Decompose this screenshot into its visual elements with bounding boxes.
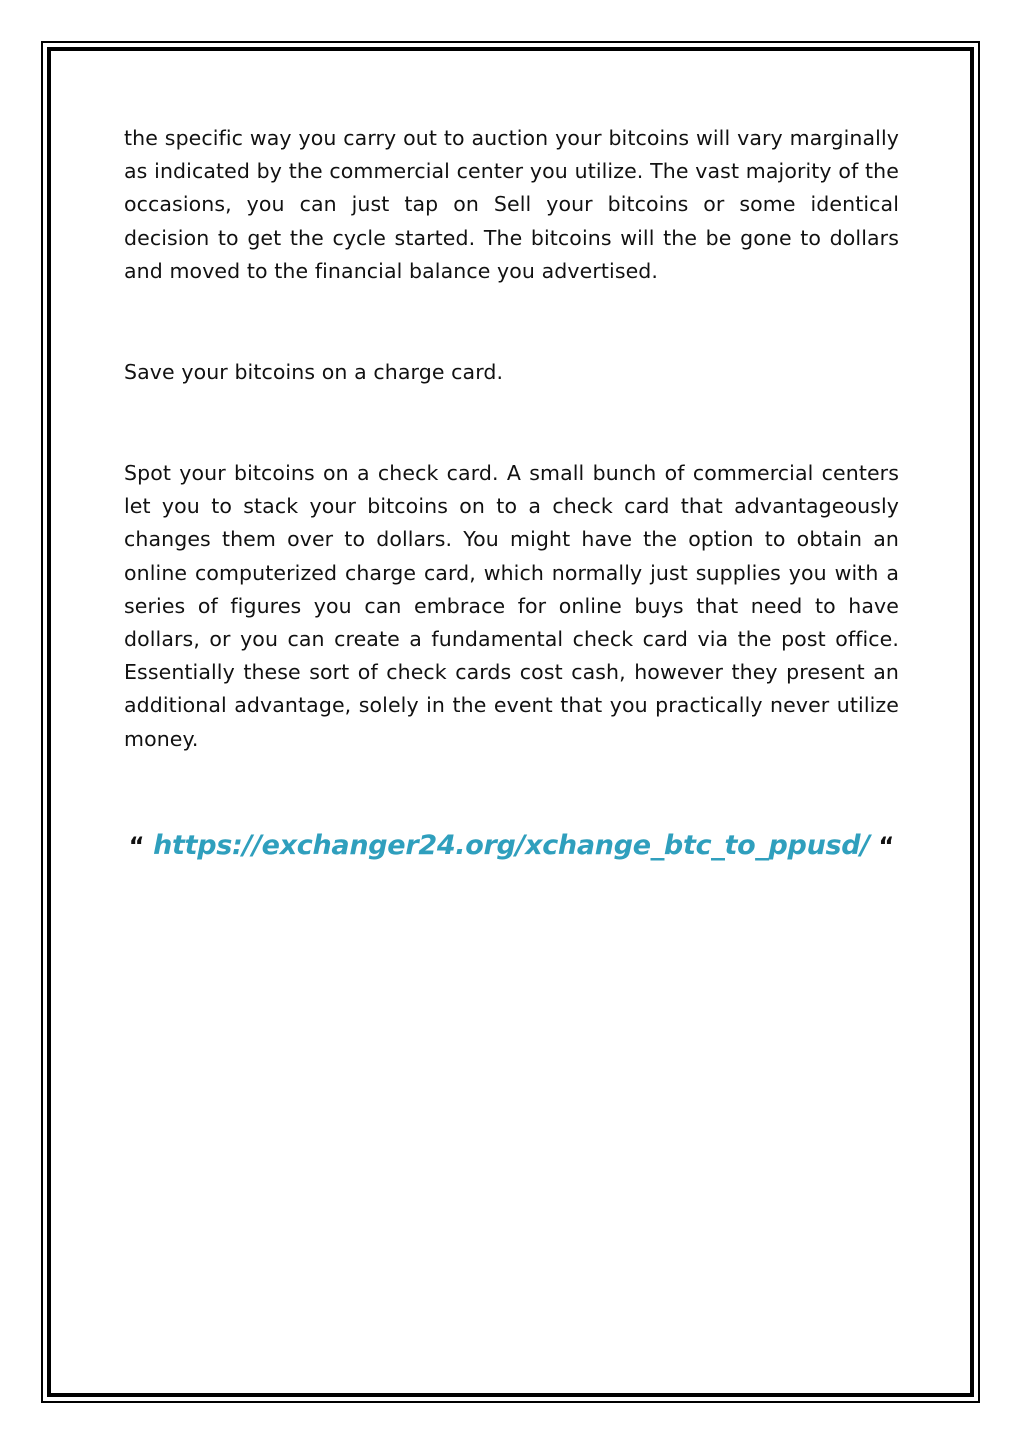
open-quote: “ bbox=[128, 832, 145, 860]
link-line bbox=[124, 826, 899, 866]
paragraph-selling-bitcoins: the specific way you carry out to auction your bitcoins will vary marginally as indicated by the commercial center you utilize. The vast majority of the occasions, you can just tap on Sell your bitcoins or some identical decision to get the cycle started. The bitcoins will the be gone to dollars and moved to the financial balance you advertised. bbox=[124, 126, 899, 283]
close-quote: “ bbox=[878, 832, 895, 860]
paragraph-check-card: Spot your bitcoins on a check card. A small bunch of commercial centers let you to stack your bitcoins on to a check card that advantageously changes them over to dollars. You might have the option to obtain an online computerized charge card, which normally just supplies you with a series of figures you can embrace for online buys that need to have dollars, or you can create a fundamental check card via the post office. Essentially these sort of check cards cost cash, however they present an additional advantage, solely in the event that you practically never utilize money. bbox=[124, 461, 899, 751]
paragraph-charge-card-heading: Save your bitcoins on a charge card. bbox=[124, 360, 504, 384]
exchanger-link[interactable]: https://exchanger24.org/xchange_btc_to_ppusd/ bbox=[153, 830, 870, 861]
